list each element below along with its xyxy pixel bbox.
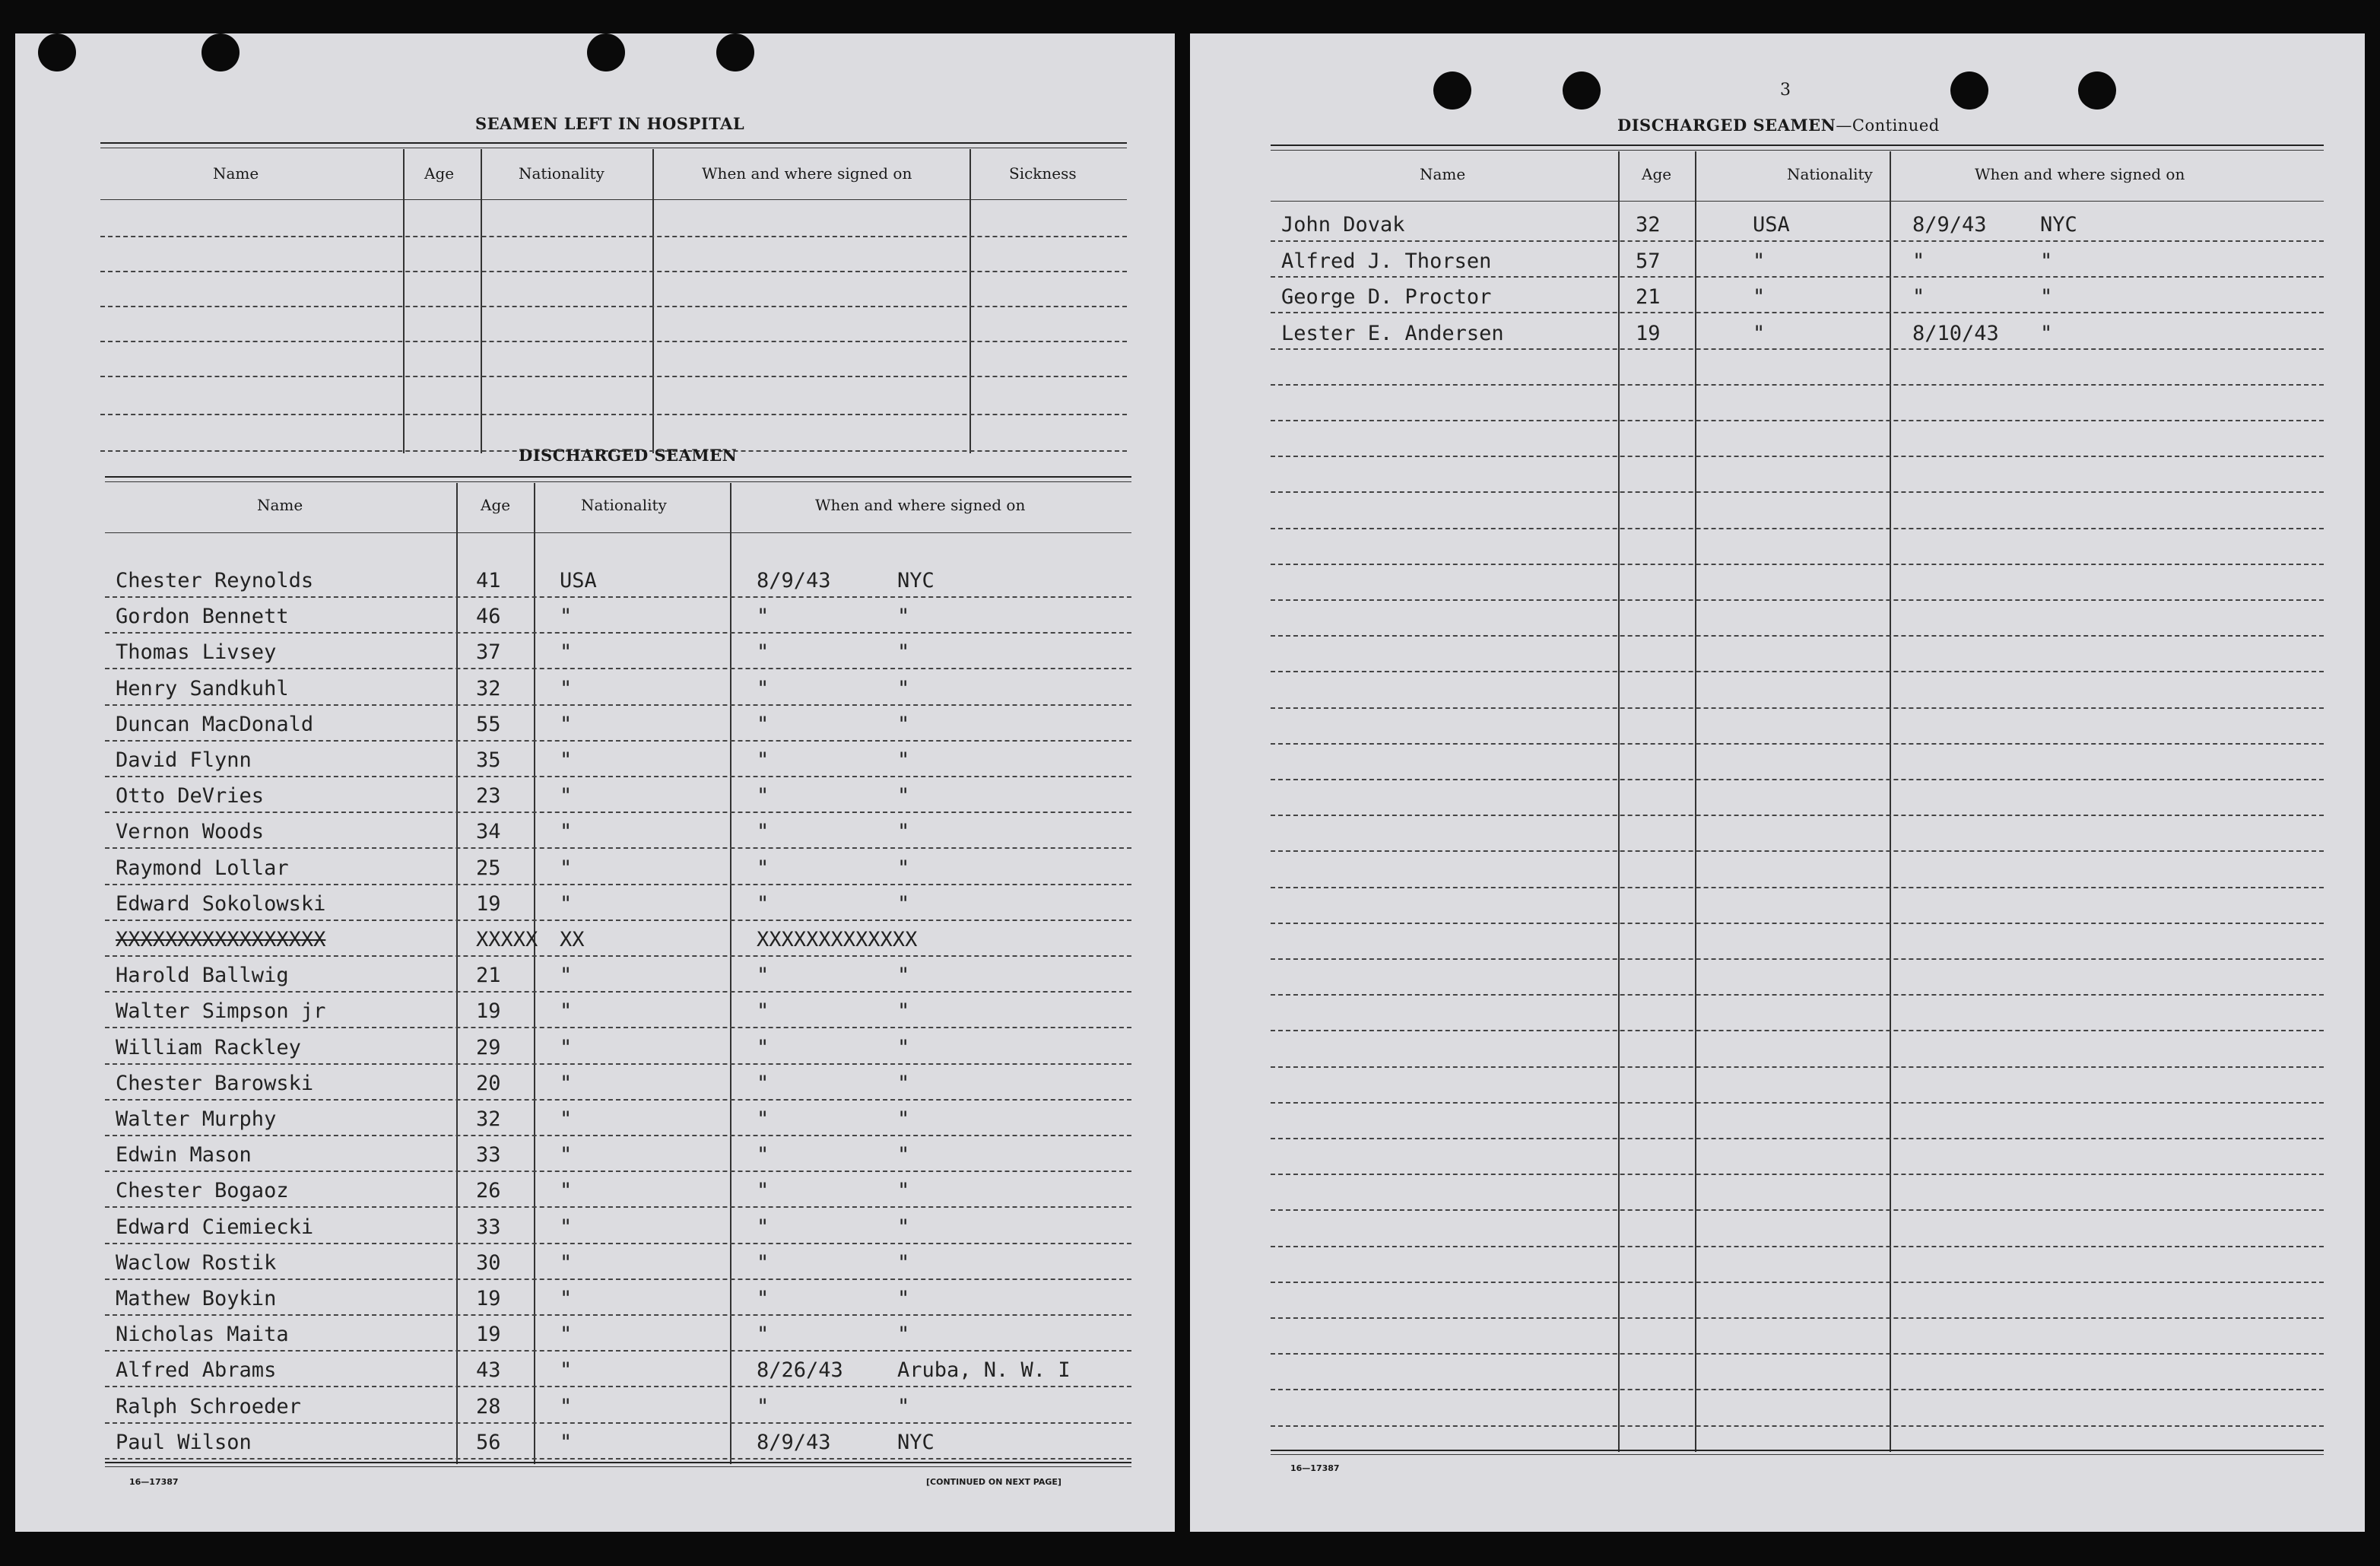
seaman-name: Chester Barowski bbox=[116, 1072, 314, 1095]
seaman-age: 37 bbox=[476, 640, 501, 664]
seaman-nationality: " bbox=[560, 964, 573, 987]
row-line bbox=[1271, 240, 2324, 242]
column-divider bbox=[652, 149, 654, 453]
signed-on-place: NYC bbox=[897, 1431, 935, 1454]
col-sickness: Sickness bbox=[1009, 164, 1077, 183]
seaman-nationality: " bbox=[560, 1036, 573, 1059]
row-line bbox=[105, 1243, 1131, 1244]
continued-note: [CONTINUED ON NEXT PAGE] bbox=[926, 1477, 1061, 1487]
seaman-name: Waclow Rostik bbox=[116, 1251, 277, 1275]
row-line bbox=[1271, 1282, 2324, 1283]
seaman-age: 19 bbox=[476, 1287, 501, 1310]
seaman-nationality: " bbox=[560, 677, 573, 700]
seaman-nationality: " bbox=[560, 1287, 573, 1310]
row-line bbox=[100, 341, 1127, 342]
seaman-nationality: " bbox=[560, 1143, 573, 1167]
seaman-nationality: " bbox=[560, 748, 573, 772]
seaman-age: 57 bbox=[1636, 249, 1661, 273]
signed-on-date: " bbox=[757, 677, 770, 700]
seaman-age: 29 bbox=[476, 1036, 501, 1059]
seaman-age: 32 bbox=[1636, 213, 1661, 237]
signed-on-place: " bbox=[2040, 285, 2053, 309]
signed-on-place: " bbox=[897, 1251, 910, 1275]
seaman-name: Raymond Lollar bbox=[116, 856, 289, 880]
row-line bbox=[1271, 1353, 2324, 1355]
seaman-nationality: " bbox=[560, 820, 573, 843]
signed-on-date: " bbox=[757, 1251, 770, 1275]
binder-hole bbox=[38, 33, 76, 71]
seaman-name: Edward Ciemiecki bbox=[116, 1215, 314, 1239]
row-line bbox=[100, 236, 1127, 237]
signed-on-date: " bbox=[757, 892, 770, 916]
rule bbox=[105, 476, 1131, 478]
seaman-name: John Dovak bbox=[1281, 213, 1405, 237]
seaman-nationality: " bbox=[560, 1215, 573, 1239]
signed-on-date: 8/9/43 bbox=[757, 569, 831, 592]
column-divider bbox=[730, 483, 731, 1464]
rule bbox=[100, 199, 1127, 200]
seaman-age: 55 bbox=[476, 713, 501, 736]
seaman-age: 20 bbox=[476, 1072, 501, 1095]
signed-on-date: " bbox=[757, 713, 770, 736]
row-line bbox=[1271, 312, 2324, 313]
signed-on-date: " bbox=[757, 1215, 770, 1239]
row-line bbox=[1271, 456, 2324, 457]
row-line bbox=[1271, 1174, 2324, 1175]
signed-on-date: " bbox=[757, 640, 770, 664]
signed-on-place: " bbox=[897, 605, 910, 628]
signed-on-date: " bbox=[757, 1036, 770, 1059]
seaman-name: Harold Ballwig bbox=[116, 964, 289, 987]
row-line bbox=[105, 596, 1131, 598]
row-line bbox=[1271, 564, 2324, 565]
row-line bbox=[105, 847, 1131, 849]
seaman-nationality: " bbox=[560, 605, 573, 628]
column-divider bbox=[1890, 151, 1891, 1452]
row-line bbox=[105, 740, 1131, 742]
row-line bbox=[105, 1350, 1131, 1352]
column-divider bbox=[969, 149, 971, 453]
row-line bbox=[100, 414, 1127, 415]
row-line bbox=[105, 1171, 1131, 1172]
section-title-text: DISCHARGED SEAMEN bbox=[1617, 116, 1836, 135]
signed-on-place: " bbox=[897, 1143, 910, 1167]
seaman-nationality: " bbox=[560, 1107, 573, 1131]
column-divider bbox=[481, 149, 482, 453]
hospital-section-title: SEAMEN LEFT IN HOSPITAL bbox=[475, 114, 745, 133]
seaman-name: William Rackley bbox=[116, 1036, 301, 1059]
row-line bbox=[105, 1422, 1131, 1424]
seaman-nationality: " bbox=[560, 999, 573, 1023]
row-line bbox=[1271, 635, 2324, 637]
seaman-nationality: " bbox=[560, 1072, 573, 1095]
seaman-name: Mathew Boykin bbox=[116, 1287, 277, 1310]
seaman-nationality: " bbox=[560, 1251, 573, 1275]
seaman-nationality: " bbox=[560, 713, 573, 736]
seaman-age: 21 bbox=[476, 964, 501, 987]
col-name: Name bbox=[257, 496, 303, 514]
column-divider bbox=[403, 149, 405, 453]
seaman-age: 41 bbox=[476, 569, 501, 592]
row-line bbox=[105, 884, 1131, 885]
seaman-name: Vernon Woods bbox=[116, 820, 265, 843]
signed-on-date: 8/26/43 bbox=[757, 1358, 843, 1382]
signed-on-date: " bbox=[757, 1072, 770, 1095]
signed-on-place: " bbox=[897, 677, 910, 700]
row-line bbox=[1271, 1138, 2324, 1139]
signed-on-date: " bbox=[757, 748, 770, 772]
row-line bbox=[105, 1458, 1131, 1460]
form-number: 16—17387 bbox=[1290, 1463, 1340, 1473]
row-line bbox=[1271, 1209, 2324, 1211]
column-divider bbox=[1695, 151, 1696, 1452]
row-line bbox=[1271, 958, 2324, 960]
row-line bbox=[105, 812, 1131, 813]
row-line bbox=[1271, 528, 2324, 529]
signed-on-date: " bbox=[757, 1179, 770, 1202]
col-name: Name bbox=[1420, 165, 1466, 183]
col-signed-on: When and where signed on bbox=[1975, 165, 2185, 183]
col-nationality: Nationality bbox=[519, 164, 605, 183]
col-nationality: Nationality bbox=[581, 496, 667, 514]
seaman-name: Lester E. Andersen bbox=[1281, 322, 1504, 345]
signed-on-place: " bbox=[897, 856, 910, 880]
signed-on-place: " bbox=[897, 892, 910, 916]
seaman-nationality: XX bbox=[560, 928, 585, 951]
seaman-nationality: " bbox=[560, 784, 573, 808]
column-divider bbox=[534, 483, 535, 1464]
col-signed-on: When and where signed on bbox=[702, 164, 912, 183]
row-line bbox=[1271, 779, 2324, 780]
seaman-nationality: " bbox=[560, 892, 573, 916]
signed-on-place: " bbox=[897, 1395, 910, 1418]
col-signed-on: When and where signed on bbox=[815, 496, 1026, 514]
seaman-name: Edward Sokolowski bbox=[116, 892, 326, 916]
seaman-name: Thomas Livsey bbox=[116, 640, 277, 664]
seaman-name: Ralph Schroeder bbox=[116, 1395, 301, 1418]
rule bbox=[105, 1466, 1131, 1467]
row-line bbox=[105, 1206, 1131, 1208]
signed-on-place: " bbox=[897, 1179, 910, 1202]
seaman-name: Walter Murphy bbox=[116, 1107, 277, 1131]
row-line bbox=[105, 1099, 1131, 1101]
row-line bbox=[100, 306, 1127, 307]
rule bbox=[1271, 145, 2324, 146]
signed-on-date: 8/9/43 bbox=[1912, 213, 1987, 237]
signed-on-place: " bbox=[897, 999, 910, 1023]
rule bbox=[105, 481, 1131, 482]
seaman-name: Paul Wilson bbox=[116, 1431, 252, 1454]
seaman-age: 25 bbox=[476, 856, 501, 880]
row-line bbox=[100, 376, 1127, 377]
signed-on-place: " bbox=[2040, 322, 2053, 345]
column-divider bbox=[1618, 151, 1620, 1452]
rule bbox=[100, 142, 1127, 144]
row-line bbox=[1271, 1066, 2324, 1068]
row-line bbox=[105, 1279, 1131, 1280]
seaman-age: 33 bbox=[476, 1143, 501, 1167]
seaman-name: Henry Sandkuhl bbox=[116, 677, 289, 700]
row-line bbox=[100, 271, 1127, 272]
col-name: Name bbox=[213, 164, 259, 183]
signed-on-date: " bbox=[757, 856, 770, 880]
row-line bbox=[1271, 887, 2324, 888]
seaman-name: Gordon Bennett bbox=[116, 605, 289, 628]
row-line bbox=[1271, 994, 2324, 996]
row-line bbox=[1271, 1389, 2324, 1390]
binder-hole bbox=[587, 33, 625, 71]
signed-on-place: " bbox=[2040, 249, 2053, 273]
row-line bbox=[105, 1386, 1131, 1387]
binder-hole bbox=[716, 33, 754, 71]
seaman-age: 19 bbox=[1636, 322, 1661, 345]
seaman-age: 19 bbox=[476, 1323, 501, 1346]
seaman-name: Chester Bogaoz bbox=[116, 1179, 289, 1202]
seaman-nationality: " bbox=[560, 640, 573, 664]
signed-on-date: 8/9/43 bbox=[757, 1431, 831, 1454]
signed-on-place: " bbox=[897, 964, 910, 987]
signed-on-date: " bbox=[757, 820, 770, 843]
col-age: Age bbox=[424, 164, 455, 183]
rule bbox=[1271, 201, 2324, 202]
left-page bbox=[15, 33, 1175, 1532]
row-line bbox=[105, 668, 1131, 669]
row-line bbox=[1271, 815, 2324, 816]
signed-on-date: " bbox=[757, 605, 770, 628]
row-line bbox=[105, 704, 1131, 706]
signed-on-date: XXXXXXXXXXXXX bbox=[757, 928, 918, 951]
row-line bbox=[1271, 276, 2324, 278]
signed-on-date: " bbox=[757, 1287, 770, 1310]
seaman-nationality: USA bbox=[560, 569, 597, 592]
row-line bbox=[105, 1027, 1131, 1028]
row-line bbox=[1271, 348, 2324, 350]
signed-on-place: " bbox=[897, 1107, 910, 1131]
row-line bbox=[1271, 1030, 2324, 1031]
continued-section-title bbox=[1617, 116, 1940, 135]
row-line bbox=[105, 632, 1131, 634]
right-page bbox=[1190, 33, 2365, 1532]
row-line bbox=[1271, 491, 2324, 493]
seaman-age: 28 bbox=[476, 1395, 501, 1418]
row-line bbox=[1271, 599, 2324, 601]
signed-on-place: NYC bbox=[897, 569, 935, 592]
col-age: Age bbox=[481, 496, 511, 514]
seaman-age: 34 bbox=[476, 820, 501, 843]
row-line bbox=[1271, 707, 2324, 709]
seaman-nationality: " bbox=[560, 1323, 573, 1346]
signed-on-place: " bbox=[897, 1215, 910, 1239]
seaman-name: Alfred J. Thorsen bbox=[1281, 249, 1492, 273]
seaman-age: 35 bbox=[476, 748, 501, 772]
signed-on-place: Aruba, N. W. I bbox=[897, 1358, 1071, 1382]
rule bbox=[1271, 150, 2324, 151]
signed-on-place: " bbox=[897, 640, 910, 664]
signed-on-place: " bbox=[897, 1036, 910, 1059]
binder-hole bbox=[1433, 71, 1471, 110]
rule bbox=[105, 532, 1131, 533]
col-age: Age bbox=[1642, 165, 1672, 183]
seaman-age: 32 bbox=[476, 677, 501, 700]
discharged-section-title: DISCHARGED SEAMEN bbox=[519, 446, 738, 465]
signed-on-place: " bbox=[897, 820, 910, 843]
seaman-age: 56 bbox=[476, 1431, 501, 1454]
row-line bbox=[1271, 1425, 2324, 1427]
signed-on-place: " bbox=[897, 1287, 910, 1310]
signed-on-date: " bbox=[757, 1395, 770, 1418]
row-line bbox=[1271, 420, 2324, 421]
row-line bbox=[1271, 923, 2324, 924]
section-title-suffix: —Continued bbox=[1836, 116, 1940, 135]
signed-on-place: " bbox=[897, 1323, 910, 1346]
binder-hole bbox=[202, 33, 240, 71]
seaman-name: Nicholas Maita bbox=[116, 1323, 289, 1346]
seaman-nationality: " bbox=[560, 1179, 573, 1202]
signed-on-date: " bbox=[757, 1143, 770, 1167]
column-divider bbox=[456, 483, 458, 1464]
rule bbox=[105, 1462, 1131, 1463]
seaman-nationality: " bbox=[560, 856, 573, 880]
rule bbox=[1271, 1450, 2324, 1451]
signed-on-date: " bbox=[757, 784, 770, 808]
signed-on-place: " bbox=[897, 713, 910, 736]
col-nationality: Nationality bbox=[1787, 165, 1873, 183]
signed-on-date: " bbox=[1912, 249, 1925, 273]
signed-on-date: " bbox=[1912, 285, 1925, 309]
seaman-nationality: USA bbox=[1753, 213, 1790, 237]
seaman-age: 43 bbox=[476, 1358, 501, 1382]
seaman-age: 26 bbox=[476, 1179, 501, 1202]
row-line bbox=[1271, 743, 2324, 745]
seaman-age: XXXXX bbox=[476, 928, 538, 951]
row-line bbox=[105, 920, 1131, 921]
seaman-age: 33 bbox=[476, 1215, 501, 1239]
signed-on-date: 8/10/43 bbox=[1912, 322, 1999, 345]
signed-on-date: " bbox=[757, 999, 770, 1023]
seaman-age: 19 bbox=[476, 999, 501, 1023]
signed-on-place: " bbox=[897, 1072, 910, 1095]
seaman-nationality: " bbox=[560, 1395, 573, 1418]
binder-hole bbox=[2078, 71, 2116, 110]
row-line bbox=[105, 991, 1131, 993]
seaman-name: Edwin Mason bbox=[116, 1143, 252, 1167]
row-line bbox=[1271, 671, 2324, 672]
seaman-name: XXXXXXXXXXXXXXXXX bbox=[116, 928, 326, 951]
seaman-name: David Flynn bbox=[116, 748, 252, 772]
signed-on-place: " bbox=[897, 784, 910, 808]
seaman-name: Walter Simpson jr bbox=[116, 999, 326, 1023]
row-line bbox=[105, 955, 1131, 957]
row-line bbox=[1271, 1102, 2324, 1104]
seaman-nationality: " bbox=[560, 1431, 573, 1454]
signed-on-date: " bbox=[757, 1107, 770, 1131]
form-number: 16—17387 bbox=[129, 1477, 179, 1487]
row-line bbox=[1271, 1246, 2324, 1247]
signed-on-date: " bbox=[757, 1323, 770, 1346]
row-line bbox=[105, 1135, 1131, 1136]
page-number: 3 bbox=[1780, 81, 1791, 100]
signed-on-place: " bbox=[897, 748, 910, 772]
seaman-age: 30 bbox=[476, 1251, 501, 1275]
row-line bbox=[105, 1314, 1131, 1316]
seaman-age: 46 bbox=[476, 605, 501, 628]
seaman-name: Alfred Abrams bbox=[116, 1358, 277, 1382]
binder-hole bbox=[1563, 71, 1601, 110]
seaman-name: Otto DeVries bbox=[116, 784, 265, 808]
binder-hole bbox=[1950, 71, 1988, 110]
row-line bbox=[105, 776, 1131, 777]
seaman-age: 21 bbox=[1636, 285, 1661, 309]
signed-on-place: NYC bbox=[2040, 213, 2077, 237]
seaman-age: 19 bbox=[476, 892, 501, 916]
seaman-name: Duncan MacDonald bbox=[116, 713, 314, 736]
row-line bbox=[1271, 1317, 2324, 1319]
row-line bbox=[105, 1063, 1131, 1065]
seaman-age: 32 bbox=[476, 1107, 501, 1131]
seaman-nationality: " bbox=[1753, 249, 1766, 273]
seaman-nationality: " bbox=[1753, 285, 1766, 309]
seaman-nationality: " bbox=[1753, 322, 1766, 345]
seaman-nationality: " bbox=[560, 1358, 573, 1382]
seaman-name: George D. Proctor bbox=[1281, 285, 1492, 309]
rule bbox=[1271, 1454, 2324, 1455]
seaman-name: Chester Reynolds bbox=[116, 569, 314, 592]
seaman-age: 23 bbox=[476, 784, 501, 808]
row-line bbox=[1271, 850, 2324, 852]
signed-on-date: " bbox=[757, 964, 770, 987]
row-line bbox=[1271, 384, 2324, 386]
